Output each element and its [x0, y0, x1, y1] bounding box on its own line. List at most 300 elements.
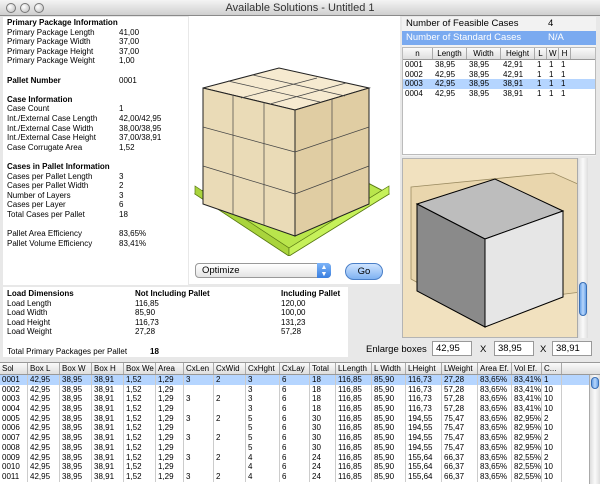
- efficiency-row: [7, 229, 184, 239]
- load-row: [7, 299, 344, 309]
- solution-cell: 38,91: [92, 462, 124, 472]
- solution-cell: 3: [184, 433, 214, 443]
- load-label: Load Weight: [7, 327, 52, 337]
- solution-cell: 1,29: [156, 443, 184, 453]
- case-row[interactable]: [403, 70, 595, 80]
- solution-cell: 116,85: [336, 453, 372, 463]
- cases-in-pallet-value: 6: [119, 200, 124, 210]
- case-info-value: 38,00/38,95: [119, 123, 162, 133]
- solution-cell: 85,90: [372, 423, 406, 433]
- solution-cell: 6: [280, 394, 310, 404]
- case-info-label: Int./External Case Width: [7, 123, 94, 133]
- solution-cell: 24: [310, 462, 336, 472]
- solution-cell: 1,29: [156, 375, 184, 385]
- solution-cell: 30: [310, 414, 336, 424]
- popup-arrows-icon: ▲ ▼: [317, 263, 331, 278]
- solution-cell: 38,95: [60, 423, 92, 433]
- case-row[interactable]: [403, 89, 595, 99]
- solution-cell: 2: [214, 472, 246, 482]
- solution-cell: 1,52: [124, 385, 156, 395]
- solution-cell: 5: [246, 443, 280, 453]
- solutions-scroll-thumb[interactable]: [591, 377, 599, 389]
- case-info-label: Int./External Case Height: [7, 133, 96, 143]
- solution-cell: 6: [280, 375, 310, 385]
- solution-cell: 2: [542, 414, 562, 424]
- solution-row[interactable]: [0, 375, 600, 385]
- solution-cell: 38,95: [60, 394, 92, 404]
- solution-cell: 1,29: [156, 414, 184, 424]
- solution-cell: 5: [246, 433, 280, 443]
- solution-cell: 42,95: [28, 472, 60, 482]
- solution-cell: 6: [280, 385, 310, 395]
- solution-cell: 18: [310, 404, 336, 414]
- solution-cell: 42,95: [28, 423, 60, 433]
- primary-package-row: [7, 47, 184, 57]
- case-info-header: Case Information: [7, 94, 73, 104]
- solution-cell: 6: [280, 404, 310, 414]
- enlarge-x-separator-1: X: [480, 344, 487, 355]
- case-info-row: [7, 143, 184, 153]
- primary-package-value: 1,00: [119, 56, 135, 66]
- cases-in-pallet-row: [7, 191, 184, 201]
- solution-cell: 10: [542, 443, 562, 453]
- cases-in-pallet-label: Cases per Pallet Width: [7, 181, 89, 191]
- solutions-column-header[interactable]: Total: [310, 363, 336, 374]
- solutions-column-header[interactable]: LHeight: [406, 363, 442, 374]
- solutions-column-header[interactable]: Box W: [60, 363, 92, 374]
- solution-cell: 4: [246, 472, 280, 482]
- solution-cell: 83,65%: [478, 462, 512, 472]
- solutions-table: [0, 362, 600, 484]
- case-cell: 1: [561, 79, 566, 89]
- efficiency-row: [7, 239, 184, 249]
- case-cell: 42,95: [435, 69, 456, 79]
- case-cell: 1: [549, 60, 554, 69]
- solution-cell: [214, 385, 246, 395]
- solution-cell: 57,28: [442, 385, 478, 395]
- solution-cell: 38,91: [92, 472, 124, 482]
- solution-cell: 38,91: [92, 414, 124, 424]
- solution-cell: 75,47: [442, 433, 478, 443]
- optimize-popup-value: Optimize: [202, 265, 240, 276]
- solution-cell: 1,52: [124, 443, 156, 453]
- solution-row[interactable]: [0, 472, 600, 482]
- solution-cell: 42,95: [28, 414, 60, 424]
- optimize-popup[interactable]: [195, 263, 331, 278]
- case-info-value: 1: [119, 104, 124, 114]
- solution-cell: 1,52: [124, 375, 156, 385]
- pallet-number-label: Pallet Number: [7, 75, 61, 85]
- solution-cell: 6: [280, 453, 310, 463]
- cases-in-pallet-row: [7, 172, 184, 182]
- solution-row[interactable]: [0, 433, 600, 443]
- solution-cell: 83,41%: [514, 404, 542, 414]
- solution-cell: 2: [542, 453, 562, 463]
- solution-cell: 194,55: [406, 443, 442, 453]
- case-info-label: Case Count: [7, 104, 50, 114]
- case-row[interactable]: [403, 79, 595, 89]
- solution-cell: 66,37: [442, 462, 478, 472]
- solution-cell: 6: [280, 462, 310, 472]
- solution-cell: 5: [246, 414, 280, 424]
- solution-cell: [184, 462, 214, 472]
- solution-cell: 3: [246, 404, 280, 414]
- solution-cell: 75,47: [442, 423, 478, 433]
- enlarge-boxes-label: Enlarge boxes: [366, 344, 427, 355]
- solution-cell: 83,65%: [478, 443, 512, 453]
- solution-cell: 1,52: [124, 394, 156, 404]
- cases-column-header[interactable]: Width: [467, 48, 501, 59]
- load-row: [7, 308, 344, 318]
- solution-cell: [184, 404, 214, 414]
- load-row: [7, 318, 344, 328]
- solution-cell: 194,55: [406, 414, 442, 424]
- cases-column-header[interactable]: W: [547, 48, 559, 59]
- solution-cell: 83,65%: [478, 453, 512, 463]
- solutions-column-header[interactable]: LLength: [336, 363, 372, 374]
- solution-cell: 4: [246, 453, 280, 463]
- solution-cell: 116,73: [406, 375, 442, 385]
- solutions-column-header[interactable]: Sol: [0, 363, 28, 374]
- load-not-incl-value: 116,85: [135, 298, 159, 308]
- title-bar: [0, 0, 600, 16]
- solution-cell: 116,85: [336, 462, 372, 472]
- solution-cell: 38,95: [60, 385, 92, 395]
- primary-package-value: 41,00: [119, 27, 140, 37]
- enlarge-x-separator-2: X: [540, 344, 547, 355]
- solution-cell: 1,29: [156, 462, 184, 472]
- solution-cell: [214, 423, 246, 433]
- solution-cell: 57,28: [442, 394, 478, 404]
- solution-row[interactable]: [0, 404, 600, 414]
- cases-column-header[interactable]: L: [535, 48, 547, 59]
- solution-cell: 116,85: [336, 472, 372, 482]
- primary-package-row: [7, 37, 184, 47]
- solution-cell: 3: [246, 375, 280, 385]
- solution-cell: 42,95: [28, 433, 60, 443]
- case-cell: 38,95: [469, 69, 490, 79]
- solution-cell: 2: [214, 394, 246, 404]
- solution-cell: 57,28: [442, 404, 478, 414]
- solutions-scrollbar[interactable]: [589, 375, 600, 484]
- solution-cell: 10: [542, 462, 562, 472]
- load-row: [7, 327, 344, 337]
- solutions-column-header[interactable]: Area Ef.: [478, 363, 512, 374]
- pallet-number-value: 0001: [119, 75, 137, 85]
- solution-cell: 38,91: [92, 375, 124, 385]
- solution-row[interactable]: [0, 453, 600, 463]
- solution-cell: 27,28: [442, 375, 478, 385]
- solution-cell: 155,64: [406, 462, 442, 472]
- solution-cell: 116,85: [336, 414, 372, 424]
- primary-package-label: Primary Package Width: [7, 37, 91, 47]
- case-cell: 1: [537, 69, 542, 79]
- solution-cell: 1,29: [156, 453, 184, 463]
- load-label: Load Width: [7, 308, 48, 318]
- solution-cell: 116,85: [336, 404, 372, 414]
- solution-row[interactable]: [0, 394, 600, 404]
- solution-cell: 42,95: [28, 404, 60, 414]
- solution-cell: 116,85: [336, 394, 372, 404]
- go-button[interactable]: Go: [345, 263, 383, 280]
- solution-row[interactable]: [0, 462, 600, 472]
- solution-cell: 38,91: [92, 433, 124, 443]
- solution-cell: 82,55%: [514, 462, 542, 472]
- solution-cell: 116,73: [406, 385, 442, 395]
- cases-in-pallet-value: 3: [119, 190, 124, 200]
- solutions-column-header[interactable]: C...: [542, 363, 562, 374]
- solutions-column-header[interactable]: L Width: [372, 363, 406, 374]
- solution-cell: 2: [542, 433, 562, 443]
- incl-pallet-header: Including Pallet: [281, 289, 341, 298]
- solution-cell: 1,52: [124, 404, 156, 414]
- solutions-column-header[interactable]: Box L: [28, 363, 60, 374]
- solution-cell: 75,47: [442, 443, 478, 453]
- case-info-label: Case Corrugate Area: [7, 142, 83, 152]
- case-cell: 0004: [405, 89, 423, 99]
- solution-cell: 38,95: [60, 443, 92, 453]
- solution-cell: 38,91: [92, 394, 124, 404]
- solution-cell: 2: [214, 414, 246, 424]
- case-info-row: [7, 133, 184, 143]
- solution-cell: 38,95: [60, 433, 92, 443]
- solution-cell: 1,29: [156, 472, 184, 482]
- solution-cell: 30: [310, 423, 336, 433]
- case-cell: 38,91: [503, 79, 524, 89]
- solution-cell: 1,52: [124, 414, 156, 424]
- solution-row[interactable]: [0, 385, 600, 395]
- case-cell: 1: [549, 79, 554, 89]
- solution-cell: 30: [310, 433, 336, 443]
- solution-cell: 155,64: [406, 453, 442, 463]
- solution-cell: 1,29: [156, 404, 184, 414]
- solution-cell: 10: [542, 394, 562, 404]
- solution-cell: [184, 443, 214, 453]
- solution-cell: 82,55%: [514, 471, 542, 481]
- solution-cell: 116,73: [406, 404, 442, 414]
- solution-cell: 85,90: [372, 404, 406, 414]
- solutions-column-header[interactable]: Vol Ef.: [512, 363, 542, 374]
- solution-cell: 38,91: [92, 404, 124, 414]
- solution-cell: 83,41%: [514, 394, 542, 404]
- cases-in-pallet-value: 18: [119, 209, 128, 219]
- solution-cell: 42,95: [28, 453, 60, 463]
- solutions-column-header[interactable]: CxLen: [184, 363, 214, 374]
- case-cell: 1: [537, 89, 542, 99]
- cases-in-pallet-row: [7, 181, 184, 191]
- standard-cases-value: N/A: [548, 32, 564, 43]
- solution-cell: 1,52: [124, 423, 156, 433]
- solution-cell: 10: [542, 385, 562, 395]
- case-drawing: [403, 159, 588, 338]
- solution-cell: 42,95: [28, 385, 60, 395]
- primary-package-header: Primary Package Information: [7, 18, 118, 27]
- load-not-incl-value: 85,90: [135, 308, 156, 318]
- solution-cell: 3: [246, 394, 280, 404]
- case-cell: 38,95: [435, 60, 456, 69]
- solution-cell: 82,95%: [514, 442, 542, 452]
- solution-cell: 38,95: [60, 404, 92, 414]
- solution-cell: 85,90: [372, 433, 406, 443]
- solution-cell: 4: [246, 462, 280, 472]
- case-cell: 38,95: [469, 60, 490, 69]
- solution-cell: 85,90: [372, 394, 406, 404]
- solution-cell: 6: [280, 472, 310, 482]
- case-cell: 38,95: [469, 79, 490, 89]
- solution-cell: 18: [310, 375, 336, 385]
- solution-cell: 1,29: [156, 433, 184, 443]
- solutions-column-header[interactable]: CxWid: [214, 363, 246, 374]
- cases-in-pallet-label: Total Cases per Pallet: [7, 209, 85, 219]
- solution-cell: 0007: [0, 433, 28, 443]
- case-cell: 1: [561, 89, 566, 99]
- cases-in-pallet-label: Number of Layers: [7, 190, 71, 200]
- solution-cell: 3: [184, 394, 214, 404]
- case-info-value: 1,52: [119, 142, 135, 152]
- solution-cell: [214, 443, 246, 453]
- solution-cell: 42,95: [28, 394, 60, 404]
- solution-cell: 85,90: [372, 414, 406, 424]
- case-cell: 1: [561, 69, 566, 79]
- cases-in-pallet-value: 3: [119, 171, 124, 181]
- load-front-face: [203, 88, 295, 236]
- solution-row[interactable]: [0, 423, 600, 433]
- total-packages-value: 18: [150, 346, 159, 356]
- case-cell: 1: [537, 79, 542, 89]
- solution-cell: 0005: [0, 414, 28, 424]
- cases-in-pallet-value: 2: [119, 181, 124, 191]
- solution-cell: 0010: [0, 462, 28, 472]
- cases-column-header[interactable]: n: [403, 48, 433, 59]
- case-cell: 1: [537, 60, 542, 69]
- solution-cell: 82,95%: [514, 433, 542, 443]
- solution-cell: 5: [246, 423, 280, 433]
- solution-row[interactable]: [0, 443, 600, 453]
- solution-cell: 0006: [0, 423, 28, 433]
- case-row[interactable]: [403, 60, 595, 70]
- solution-cell: 194,55: [406, 423, 442, 433]
- cases-in-pallet-label: Cases per Layer: [7, 200, 66, 210]
- load-not-incl-value: 116,73: [135, 317, 159, 327]
- solution-cell: 24: [310, 472, 336, 482]
- solution-cell: 194,55: [406, 433, 442, 443]
- primary-package-label: Primary Package Height: [7, 46, 94, 56]
- solutions-column-header[interactable]: Box H: [92, 363, 124, 374]
- solution-cell: 83,65%: [478, 414, 512, 424]
- case-info-row: [7, 104, 184, 114]
- solution-cell: 116,85: [336, 375, 372, 385]
- solutions-column-header[interactable]: Area: [156, 363, 184, 374]
- solution-cell: 3: [184, 453, 214, 463]
- solution-cell: 116,85: [336, 443, 372, 453]
- primary-package-value: 37,00: [119, 37, 140, 47]
- solution-cell: 1,52: [124, 433, 156, 443]
- solution-cell: 83,65%: [478, 394, 512, 404]
- solution-cell: 10: [542, 423, 562, 433]
- total-packages-label: Total Primary Packages per Pallet: [7, 346, 128, 356]
- primary-package-value: 37,00: [119, 46, 140, 56]
- solution-cell: 82,95%: [514, 423, 542, 433]
- solution-cell: 42,95: [28, 462, 60, 472]
- load-dimensions-panel: [3, 287, 348, 357]
- solution-cell: 116,73: [406, 394, 442, 404]
- case-view-scrollbar[interactable]: [577, 158, 588, 338]
- solution-cell: 2: [214, 433, 246, 443]
- cases-column-header[interactable]: H: [559, 48, 571, 59]
- solution-cell: 116,85: [336, 385, 372, 395]
- pallet-3d-view: [189, 16, 400, 284]
- solution-cell: 18: [310, 394, 336, 404]
- enlarge-length-field[interactable]: 42,95: [432, 341, 472, 356]
- solution-cell: 1,52: [124, 472, 156, 482]
- case-cell: 1: [549, 89, 554, 99]
- cases-panel: [402, 17, 596, 156]
- case-info-value: 37,00/38,91: [119, 133, 162, 143]
- solution-cell: 38,95: [60, 375, 92, 385]
- case-view-scroll-thumb[interactable]: [579, 282, 587, 316]
- case-info-row: [7, 124, 184, 134]
- solution-cell: 10: [542, 404, 562, 414]
- solution-cell: 0004: [0, 404, 28, 414]
- case-cell: 0003: [405, 79, 423, 89]
- cases-in-pallet-label: Cases per Pallet Length: [7, 171, 93, 181]
- solution-cell: 0009: [0, 453, 28, 463]
- efficiency-label: Pallet Volume Efficiency: [7, 238, 93, 248]
- solution-cell: 1,52: [124, 462, 156, 472]
- cases-in-pallet-row: [7, 200, 184, 210]
- solution-cell: 10: [542, 472, 562, 482]
- solution-row[interactable]: [0, 414, 600, 424]
- solution-cell: 6: [280, 423, 310, 433]
- solutions-column-header[interactable]: Box We: [124, 363, 156, 374]
- standard-cases-label: Number of Standard Cases: [406, 32, 522, 43]
- solution-cell: 2: [214, 453, 246, 463]
- case-cell: 42,95: [435, 89, 456, 99]
- solution-cell: 85,90: [372, 443, 406, 453]
- solutions-column-header[interactable]: CxLay: [280, 363, 310, 374]
- case-3d-view: [402, 158, 588, 338]
- solution-cell: 85,90: [372, 462, 406, 472]
- load-incl-value: 57,28: [281, 327, 302, 337]
- solution-cell: 3: [184, 472, 214, 482]
- primary-package-row: [7, 56, 184, 66]
- solution-cell: 6: [280, 414, 310, 424]
- primary-package-label: Primary Package Weight: [7, 56, 95, 66]
- solutions-column-header[interactable]: LWeight: [442, 363, 478, 374]
- load-label: Load Height: [7, 317, 51, 327]
- case-cell: 0001: [405, 60, 423, 69]
- case-cell: 1: [561, 60, 566, 69]
- window-title: Available Solutions - Untitled 1: [225, 2, 375, 14]
- case-cell: 42,95: [435, 79, 456, 89]
- solution-cell: 85,90: [372, 453, 406, 463]
- solutions-column-header[interactable]: CxHght: [246, 363, 280, 374]
- enlarge-height-field[interactable]: 38,91: [552, 341, 592, 356]
- solution-cell: 38,91: [92, 443, 124, 453]
- load-not-incl-value: 27,28: [135, 327, 156, 337]
- solution-cell: [184, 385, 214, 395]
- solution-cell: 1,29: [156, 394, 184, 404]
- solution-cell: 38,91: [92, 453, 124, 463]
- cases-column-header[interactable]: Height: [501, 48, 535, 59]
- feasible-cases-label: Number of Feasible Cases: [406, 18, 519, 29]
- solution-cell: 82,55%: [514, 452, 542, 462]
- solution-cell: 0001: [0, 375, 28, 385]
- cases-column-header[interactable]: Length: [433, 48, 467, 59]
- solution-cell: 83,65%: [478, 375, 512, 385]
- enlarge-width-field[interactable]: 38,95: [494, 341, 534, 356]
- solution-cell: 83,65%: [478, 404, 512, 414]
